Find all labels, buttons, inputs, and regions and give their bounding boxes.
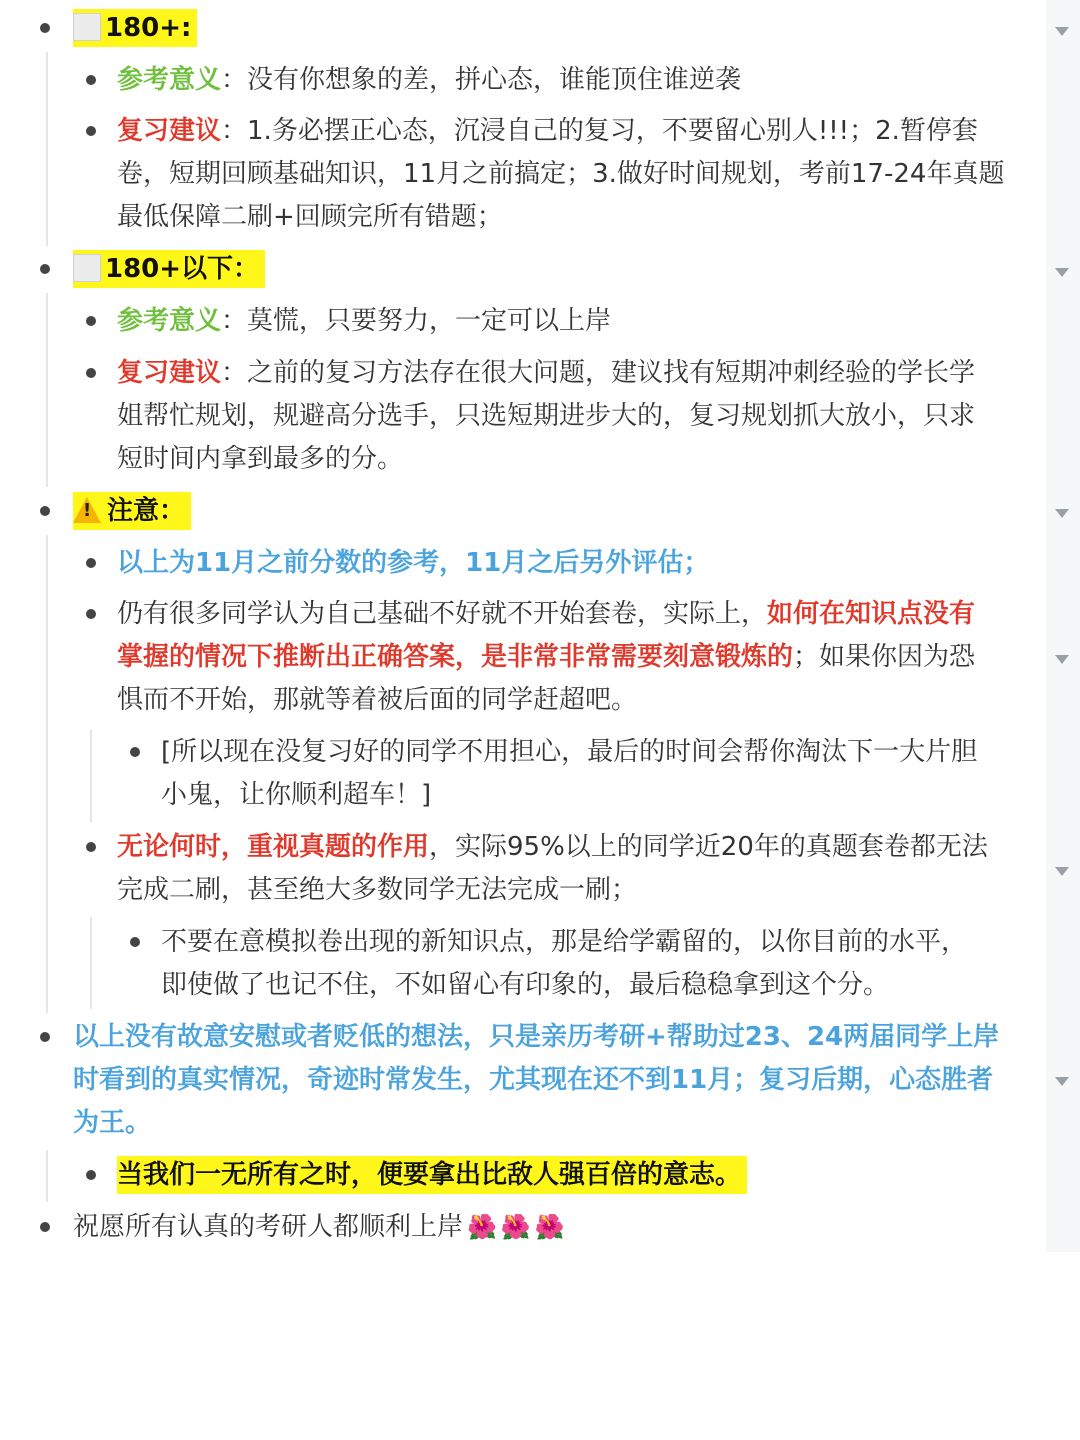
collapse-toggle-icon[interactable] [1055, 268, 1069, 277]
closing-statement [73, 1016, 1023, 1145]
bullet-l2 [86, 1170, 96, 1180]
label-review: 复习建议 [117, 116, 222, 146]
label-reference: 参考意义 [117, 306, 222, 336]
chart-increasing-icon [73, 13, 101, 41]
bullet-l1 [40, 23, 50, 33]
bullet-l1 [40, 264, 50, 274]
list-item [117, 593, 1017, 722]
item-text: 以上没有故意安慰或者贬低的想法，只是亲历考研+帮助过23、24两届同学上岸 [73, 1022, 1000, 1052]
heading-text: 180+: [105, 13, 192, 43]
item-text: 卷，短期回顾基础知识，11月之前搞定；3.做好时间规划，考前17-24年真题 [117, 159, 1005, 189]
item-text: 小鬼，让你顺利超车！] [161, 780, 432, 810]
collapse-toggle-icon[interactable] [1055, 1077, 1069, 1086]
bullet-l1 [40, 1032, 50, 1042]
indent-guide [46, 293, 48, 487]
list-item [161, 921, 1011, 1007]
item-text: 祝愿所有认真的考研人都顺利上岸 [73, 1212, 464, 1242]
item-text: ：1.务必摆正心态，沉浸自己的复习，不要留心别人!!!；2.暂停套 [221, 116, 978, 146]
list-item [161, 731, 1011, 817]
indent-guide [46, 1150, 48, 1202]
item-text: 即使做了也记不住，不如留心有印象的，最后稳稳拿到这个分。 [161, 970, 890, 1000]
list-item [117, 110, 1017, 239]
bullet-l2 [86, 75, 96, 85]
label-review: 复习建议 [117, 358, 222, 388]
item-text: 完成二刷，甚至绝大多数同学无法完成一刷； [117, 875, 638, 905]
bullet-l1 [40, 506, 50, 516]
collapse-toggle-icon[interactable] [1055, 867, 1069, 876]
indent-guide [90, 917, 92, 1009]
item-text: 惧而不开始，那就等着被后面的同学赶超吧。 [117, 685, 638, 715]
indent-guide [46, 52, 48, 246]
section-heading-180plus [73, 7, 1023, 50]
emphasis-text: 如何在知识点没有 [767, 599, 976, 629]
label-reference: 参考意义 [117, 65, 222, 95]
bullet-l2 [86, 126, 96, 136]
item-text: 不要在意模拟卷出现的新知识点，那是给学霸留的，以你目前的水平， [161, 927, 968, 957]
scroll-gutter[interactable] [1046, 0, 1080, 1252]
bullet-l3 [130, 747, 140, 757]
emphasis-text: 掌握的情况下推断出正确答案，是非常非常需要刻意锻炼的 [117, 642, 794, 672]
bullet-l3 [130, 937, 140, 947]
indent-guide [46, 535, 48, 1013]
hibiscus-icon: 🌺 [534, 1213, 565, 1241]
item-text: 最低保障二刷+回顾完所有错题； [117, 202, 503, 232]
item-text: 时看到的真实情况，奇迹时常发生，尤其现在还不到11月；复习后期，心态胜者 [73, 1065, 994, 1095]
warning-icon [73, 497, 101, 523]
bullet-l2 [86, 609, 96, 619]
list-item [117, 352, 1017, 481]
motto-quote [117, 1154, 1017, 1197]
item-text: ：莫慌，只要努力，一定可以上岸 [221, 306, 612, 336]
collapse-toggle-icon[interactable] [1055, 655, 1069, 664]
list-item [117, 300, 1017, 343]
item-text: 为王。 [73, 1108, 152, 1138]
list-item [117, 59, 1017, 102]
emphasis-text: 无论何时，重视真题的作用 [117, 832, 430, 862]
bullet-l2 [86, 368, 96, 378]
chart-increasing-icon [73, 254, 101, 282]
bullet-l1 [40, 1222, 50, 1232]
item-text: ：之前的复习方法存在很大问题，建议找有短期冲刺经验的学长学 [221, 358, 976, 388]
item-text: 仍有很多同学认为自己基础不好就不开始套卷，实际上， [117, 599, 768, 629]
list-item [117, 826, 1017, 912]
collapse-toggle-icon[interactable] [1055, 509, 1069, 518]
indent-guide [90, 730, 92, 822]
list-item: 以上为11月之前分数的参考，11月之后另外评估； [117, 548, 710, 578]
collapse-toggle-icon[interactable] [1055, 27, 1069, 36]
item-text: ；如果你因为恐 [793, 642, 976, 672]
bullet-l2 [86, 842, 96, 852]
item-text: [所以现在没复习好的同学不用担心，最后的时间会帮你淘汰下一大片胆 [161, 737, 978, 767]
bullet-l2 [86, 316, 96, 326]
hibiscus-icon: 🌺 [500, 1213, 531, 1241]
heading-text: 注意： [107, 496, 186, 526]
item-text: 短时间内拿到最多的分。 [117, 444, 404, 474]
item-text: ：没有你想象的差，拼心态，谁能顶住谁逆袭 [221, 65, 742, 95]
hibiscus-icon: 🌺 [467, 1213, 497, 1241]
heading-text: 180+以下： [105, 254, 260, 284]
final-wish [73, 1206, 1023, 1249]
section-heading-attention [73, 490, 1023, 533]
bullet-l2 [86, 558, 96, 568]
section-heading-180below [73, 248, 1023, 291]
item-text: ，实际95%以上的同学近20年的真题套卷都无法 [429, 832, 988, 862]
highlighted-quote: 当我们一无所有之时，便要拿出比敌人强百倍的意志。 [117, 1156, 747, 1194]
item-text: 姐帮忙规划，规避高分选手，只选短期进步大的，复习规划抓大放小，只求 [117, 401, 976, 431]
